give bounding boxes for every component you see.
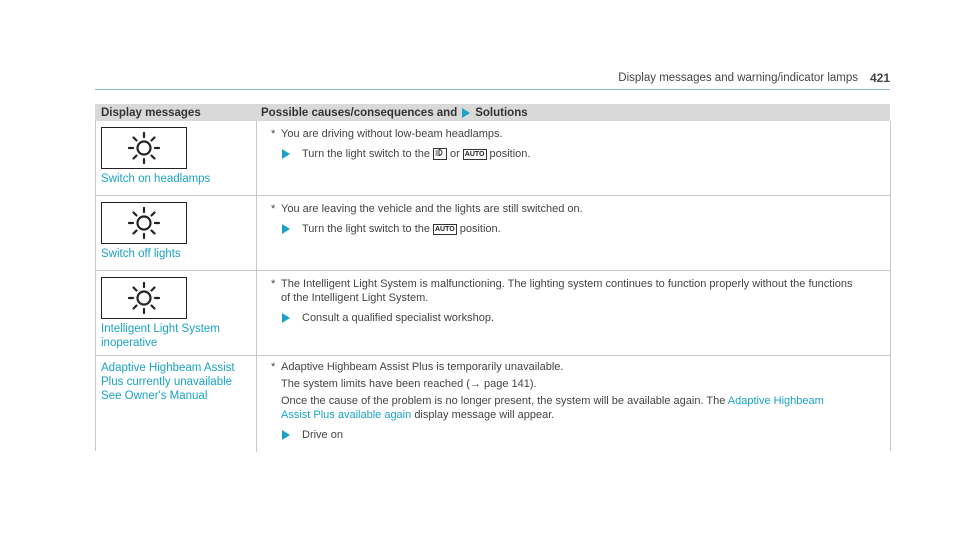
auto-symbol: AUTO bbox=[464, 150, 485, 158]
info-text: The system limits have been reached (→ page 141). bbox=[281, 378, 537, 390]
column-header-solutions-label: Solutions bbox=[475, 106, 528, 119]
column-header-causes-label: Possible causes/consequences and bbox=[261, 106, 458, 119]
cause-text: * You are driving without low-beam headlamps. bbox=[271, 128, 503, 140]
play-arrow-icon bbox=[282, 430, 290, 440]
play-arrow-icon bbox=[282, 224, 290, 234]
page-header bbox=[95, 66, 890, 90]
table-row bbox=[95, 271, 890, 356]
message-label: Switch off lights bbox=[101, 248, 181, 260]
cause-text-cont: of the Intelligent Light System. bbox=[281, 292, 429, 304]
play-arrow-icon bbox=[282, 149, 290, 159]
cause-text: * Adaptive Highbeam Assist Plus is temporarily unavailable. bbox=[271, 361, 564, 373]
header-title: Display messages and warning/indicator lamps bbox=[618, 72, 858, 84]
page-number: 421 bbox=[869, 71, 890, 85]
column-header-display-messages: Display messages bbox=[101, 106, 201, 119]
message-label: Intelligent Light System inoperative bbox=[101, 323, 220, 349]
message-reference: Adaptive Highbeam bbox=[727, 395, 824, 407]
action-item: Drive on bbox=[271, 428, 890, 442]
low-beam-icon bbox=[433, 148, 447, 160]
play-arrow-icon bbox=[282, 313, 290, 323]
light-bulb-icon bbox=[101, 127, 187, 169]
column-header-causes bbox=[257, 107, 890, 119]
action-item: Consult a qualified specialist workshop. bbox=[271, 311, 890, 325]
action-item: Turn the light switch to the AUTO position. bbox=[271, 222, 890, 236]
cause-text: * You are leaving the vehicle and the lights are still switched on. bbox=[271, 203, 583, 215]
auto-symbol: AUTO bbox=[435, 225, 455, 233]
table-header bbox=[95, 104, 890, 121]
info-text: Assist Plus available again display message will appear. bbox=[281, 409, 555, 421]
table-row bbox=[95, 196, 890, 271]
table-row bbox=[95, 356, 890, 452]
action-item: Turn the light switch to the or AUTO position. bbox=[271, 147, 890, 161]
table-right-border bbox=[890, 121, 891, 451]
table-row bbox=[95, 121, 890, 196]
message-label: Switch on headlamps bbox=[101, 173, 211, 185]
cause-text: * The Intelligent Light System is malfunctioning. The lighting system continues to function properly without the functions bbox=[271, 278, 853, 290]
info-text: Once the cause of the problem is no longer present, the system will be available again. The Adaptive Highbeam bbox=[281, 395, 824, 407]
message-reference: Assist Plus available again bbox=[281, 409, 412, 421]
display-messages-table bbox=[95, 104, 890, 452]
light-bulb-icon bbox=[101, 202, 187, 244]
light-bulb-icon bbox=[101, 277, 187, 319]
message-label: Adaptive Highbeam Assist Plus currently unavailable See Owner's Manual bbox=[101, 362, 235, 402]
play-arrow-icon bbox=[462, 108, 470, 118]
